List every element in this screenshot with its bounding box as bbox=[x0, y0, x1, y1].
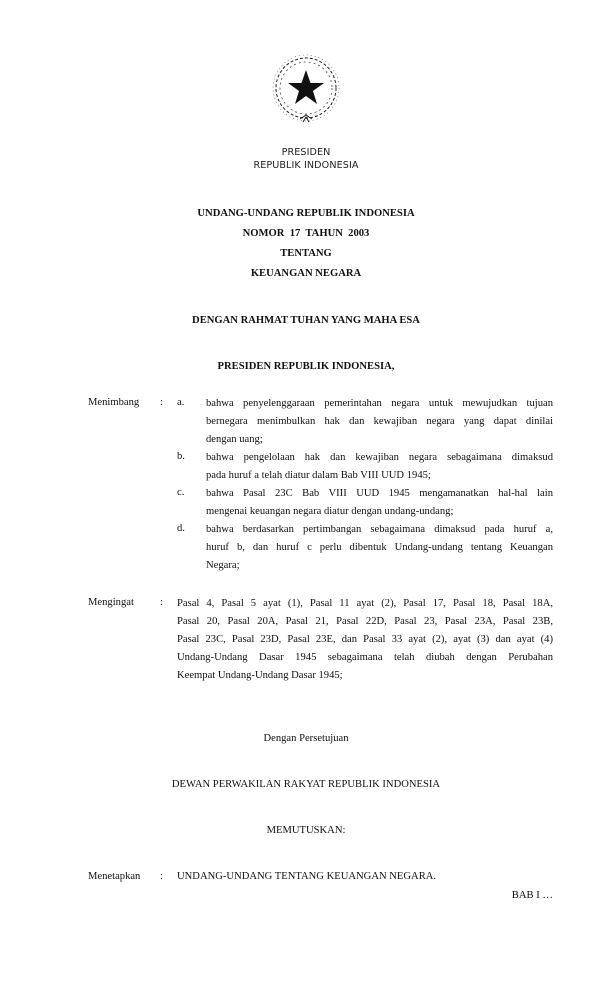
president-heading: PRESIDEN REPUBLIK INDONESIA, bbox=[217, 361, 395, 372]
menimbang-item-line: huruf b, dan huruf c perlu dibentuk Undang-undang tentang Keuangan bbox=[206, 542, 553, 553]
dpr-heading: DEWAN PERWAKILAN RAKYAT REPUBLIK INDONESIA bbox=[171, 779, 441, 790]
menetapkan-colon: : bbox=[160, 871, 163, 882]
presidential-seal-icon bbox=[270, 53, 342, 127]
menimbang-item-line: bahwa penyelenggaraan pemerintahan negara untuk mewujudkan tujuan bbox=[206, 398, 553, 409]
title-line-3: TENTANG bbox=[280, 248, 332, 259]
menimbang-item-letter: d. bbox=[177, 523, 185, 534]
mengingat-line: Pasal 23C, Pasal 23D, Pasal 23E, dan Pasal 33 ayat (2), ayat (3) dan ayat (4) bbox=[177, 634, 553, 645]
mengingat-line: Pasal 20, Pasal 20A, Pasal 21, Pasal 22D, Pasal 23, Pasal 23A, Pasal 23B, bbox=[177, 616, 553, 627]
menimbang-item-line: Negara; bbox=[206, 560, 240, 571]
title-line-4: KEUANGAN NEGARA bbox=[250, 268, 362, 279]
menimbang-item-line: dengan uang; bbox=[206, 434, 263, 445]
menimbang-label: Menimbang bbox=[88, 397, 140, 408]
menimbang-item-line: bahwa berdasarkan pertimbangan sebagaimana dimaksud pada huruf a, bbox=[206, 524, 553, 535]
menetapkan-label: Menetapkan bbox=[88, 871, 141, 882]
mengingat-line: Keempat Undang-Undang Dasar 1945; bbox=[177, 670, 343, 681]
menimbang-item-letter: c. bbox=[177, 487, 185, 498]
menimbang-item-line: mengenai keuangan negara diatur dengan undang-undang; bbox=[206, 506, 454, 517]
mengingat-line: Pasal 4, Pasal 5 ayat (1), Pasal 11 ayat (2), Pasal 17, Pasal 18, Pasal 18A, bbox=[177, 598, 553, 609]
page-continuation: BAB I … bbox=[511, 890, 553, 901]
menimbang-item-line: pada huruf a telah diatur dalam Bab VIII UUD 1945; bbox=[206, 470, 431, 481]
menimbang-item-letter: b. bbox=[177, 451, 185, 462]
letterhead-line-2: REPUBLIK INDONESIA bbox=[253, 160, 359, 171]
menetapkan-text: UNDANG-UNDANG TENTANG KEUANGAN NEGARA. bbox=[177, 871, 437, 882]
invocation: DENGAN RAHMAT TUHAN YANG MAHA ESA bbox=[192, 315, 420, 326]
mengingat-line: Undang-Undang Dasar 1945 sebagaimana telah diubah dengan Perubahan bbox=[177, 652, 553, 663]
menimbang-item-line: bahwa Pasal 23C Bab VIII UUD 1945 mengamanatkan hal-hal lain bbox=[206, 488, 553, 499]
mengingat-colon: : bbox=[160, 597, 163, 608]
menimbang-item-line: bahwa pengelolaan hak dan kewajiban negara sebagaimana dimaksud bbox=[206, 452, 553, 463]
menimbang-item-line: bernegara menimbulkan hak dan kewajiban negara yang dapat dinilai bbox=[206, 416, 553, 427]
letterhead-line-1: PRESIDEN bbox=[281, 147, 331, 158]
persetujuan: Dengan Persetujuan bbox=[263, 733, 349, 744]
menimbang-item-letter: a. bbox=[177, 397, 185, 408]
menimbang-colon: : bbox=[160, 397, 163, 408]
title-line-2: NOMOR 17 TAHUN 2003 bbox=[242, 228, 370, 239]
memutuskan-heading: MEMUTUSKAN: bbox=[266, 825, 346, 836]
title-line-1: UNDANG-UNDANG REPUBLIK INDONESIA bbox=[197, 208, 415, 219]
mengingat-label: Mengingat bbox=[88, 597, 134, 608]
